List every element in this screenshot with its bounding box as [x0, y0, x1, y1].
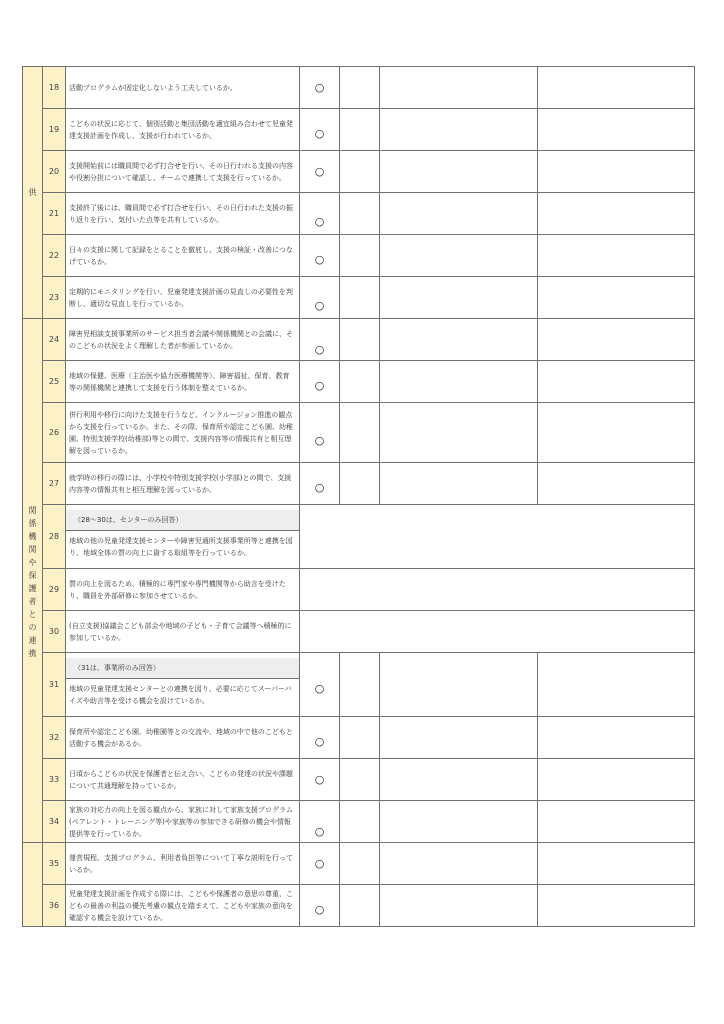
comment-cell[interactable]	[380, 361, 538, 403]
comment-cell[interactable]	[380, 67, 538, 109]
comment-cell[interactable]	[380, 463, 538, 505]
item-number: 28	[43, 505, 66, 569]
answer-mark[interactable]: ○	[300, 67, 340, 109]
item-number: 22	[43, 235, 66, 277]
table-row	[23, 361, 695, 403]
item-text-block	[66, 505, 300, 569]
comment-cell[interactable]	[380, 109, 538, 151]
improvement-cell[interactable]	[538, 109, 695, 151]
comment-cell[interactable]	[380, 319, 538, 361]
category-label	[23, 504, 42, 660]
answer-scope-note: （28～30は、センターのみ回答）	[66, 510, 299, 531]
category-cell-bottom	[23, 843, 43, 927]
item-text: 地域の他の児童発達支援センターや障害児通所支援事業所等と連携を図り、地域全体の質の向上に資する取組等を行っているか。	[69, 537, 293, 557]
answer-cell[interactable]	[340, 403, 380, 463]
category-char: や	[28, 557, 37, 567]
improvement-cell[interactable]	[538, 653, 695, 717]
item-text: 就学時の移行の際には、小学校や特別支援学校(小学部)との間で、支援内容等の情報共有と相互理解を図っているか。	[66, 463, 300, 505]
comment-cell[interactable]	[380, 193, 538, 235]
answer-mark[interactable]: ○	[300, 653, 340, 717]
comment-cell[interactable]	[380, 885, 538, 927]
merged-answer-cell	[300, 505, 695, 569]
category-char: 携	[28, 648, 37, 658]
category-cell-middle	[23, 319, 43, 843]
answer-mark[interactable]: ○	[300, 109, 340, 151]
answer-mark[interactable]: ○	[300, 885, 340, 927]
item-text: 併行利用や移行に向けた支援を行うなど、インクルージョン推進の観点から支援を行っているか。また、その際、保育所や認定こども園、幼稚園、特別支援学校(幼稚部)等との間で、支援内容等の情報共有と相互理解を図っているか。	[66, 403, 300, 463]
item-text: 運営規程、支援プログラム、利用者負担等について丁寧な説明を行っているか。	[66, 843, 300, 885]
table-row	[23, 277, 695, 319]
category-char: 機	[28, 531, 37, 541]
answer-mark[interactable]: ○	[300, 193, 340, 235]
answer-scope-note: （31は、事業所のみ回答）	[66, 658, 299, 679]
item-text: 日々の支援に関して記録をとることを徹底し、支援の検証・改善につなげているか。	[66, 235, 300, 277]
checklist-table	[22, 66, 695, 927]
category-char: 連	[28, 635, 37, 645]
table-row	[23, 653, 695, 717]
answer-cell[interactable]	[340, 235, 380, 277]
improvement-cell[interactable]	[538, 463, 695, 505]
comment-cell[interactable]	[380, 403, 538, 463]
answer-mark[interactable]: ○	[300, 403, 340, 463]
answer-mark[interactable]: ○	[300, 463, 340, 505]
comment-cell[interactable]	[380, 759, 538, 801]
item-number: 29	[43, 569, 66, 611]
answer-mark[interactable]: ○	[300, 361, 340, 403]
category-char: の	[28, 622, 37, 632]
comment-cell[interactable]	[380, 653, 538, 717]
comment-cell[interactable]	[380, 801, 538, 843]
item-number: 30	[43, 611, 66, 653]
item-number: 27	[43, 463, 66, 505]
improvement-cell[interactable]	[538, 193, 695, 235]
table-row	[23, 235, 695, 277]
table-row	[23, 505, 695, 569]
answer-mark[interactable]: ○	[300, 235, 340, 277]
improvement-cell[interactable]	[538, 235, 695, 277]
answer-cell[interactable]	[340, 759, 380, 801]
table-row	[23, 843, 695, 885]
item-text: (自立支援)協議会こども部会や地域の子ども・子育て会議等へ積極的に参加しているか。	[66, 611, 300, 653]
table-row	[23, 463, 695, 505]
answer-mark[interactable]: ○	[300, 151, 340, 193]
category-label: 供	[28, 188, 37, 197]
category-char: 係	[28, 518, 37, 528]
table-row	[23, 193, 695, 235]
category-char: 護	[28, 583, 37, 593]
answer-cell[interactable]	[340, 653, 380, 717]
answer-mark[interactable]: ○	[300, 717, 340, 759]
answer-mark[interactable]: ○	[300, 759, 340, 801]
improvement-cell[interactable]	[538, 885, 695, 927]
answer-cell[interactable]	[340, 843, 380, 885]
comment-cell[interactable]	[380, 151, 538, 193]
item-number: 21	[43, 193, 66, 235]
answer-cell[interactable]	[340, 193, 380, 235]
improvement-cell[interactable]	[538, 277, 695, 319]
improvement-cell[interactable]	[538, 319, 695, 361]
answer-mark[interactable]: ○	[300, 277, 340, 319]
improvement-cell[interactable]	[538, 403, 695, 463]
category-char: 者	[28, 596, 37, 606]
item-text: 児童発達支援計画を作成する際には、こどもや保護者の意思の尊重、こどもの最善の利益の優先考慮の観点を踏まえて、こどもや家族の意向を確認する機会を設けているか。	[66, 885, 300, 927]
item-text: 活動プログラムが固定化しないよう工夫しているか。	[66, 67, 300, 109]
answer-mark[interactable]: ○	[300, 319, 340, 361]
item-text: 地域の保健、医療（主治医や協力医療機関等）、障害福祉、保育、教育等の関係機関と連携して支援を行う体制を整えているか。	[66, 361, 300, 403]
answer-cell[interactable]	[340, 801, 380, 843]
item-number: 36	[43, 885, 66, 927]
table-row	[23, 403, 695, 463]
improvement-cell[interactable]	[538, 717, 695, 759]
item-number: 19	[43, 109, 66, 151]
comment-cell[interactable]	[380, 235, 538, 277]
answer-cell[interactable]	[340, 319, 380, 361]
item-text: 定期的にモニタリングを行い、児童発達支援計画の見直しの必要性を判断し、適切な見直しを行っているか。	[66, 277, 300, 319]
category-char: 保	[28, 570, 37, 580]
table-row	[23, 801, 695, 843]
merged-answer-cell	[300, 611, 695, 653]
table-row	[23, 319, 695, 361]
item-text: 支援開始前には職員間で必ず打合せを行い、その日行われる支援の内容や役割分担について確認し、チームで連携して支援を行っているか。	[66, 151, 300, 193]
answer-mark[interactable]: ○	[300, 801, 340, 843]
comment-cell[interactable]	[380, 717, 538, 759]
table-row	[23, 885, 695, 927]
table-row	[23, 67, 695, 109]
item-text-block	[66, 653, 300, 717]
category-char: と	[28, 609, 37, 619]
item-text: 質の向上を図るため、積極的に専門家や専門機関等から助言を受けたり、職員を外部研修に参加させているか。	[66, 569, 300, 611]
answer-cell[interactable]	[340, 361, 380, 403]
comment-cell[interactable]	[380, 843, 538, 885]
category-char: 関	[28, 505, 37, 515]
answer-cell[interactable]	[340, 463, 380, 505]
answer-cell[interactable]	[340, 67, 380, 109]
item-number: 18	[43, 67, 66, 109]
table-row	[23, 611, 695, 653]
table-row	[23, 151, 695, 193]
table-row	[23, 717, 695, 759]
item-number: 20	[43, 151, 66, 193]
answer-cell[interactable]	[340, 151, 380, 193]
item-number: 34	[43, 801, 66, 843]
item-number: 33	[43, 759, 66, 801]
item-text: こどもの状況に応じて、個別活動と集団活動を適宜組み合わせて児童発達支援計画を作成し、支援が行われているか。	[66, 109, 300, 151]
item-number: 24	[43, 319, 66, 361]
comment-cell[interactable]	[380, 277, 538, 319]
merged-answer-cell	[300, 569, 695, 611]
answer-cell[interactable]	[340, 717, 380, 759]
item-text: 家族の対応力の向上を図る観点から、家族に対して家族支援プログラム(ペアレント・トレーニング等)や家族等の参加できる研修の機会や情報提供等を行っているか。	[66, 801, 300, 843]
item-number: 31	[43, 653, 66, 717]
item-number: 26	[43, 403, 66, 463]
improvement-cell[interactable]	[538, 801, 695, 843]
item-number: 35	[43, 843, 66, 885]
improvement-cell[interactable]	[538, 67, 695, 109]
item-number: 23	[43, 277, 66, 319]
table-row	[23, 759, 695, 801]
improvement-cell[interactable]	[538, 151, 695, 193]
item-text: 障害児相談支援事業所のサービス担当者会議や関係機関との会議に、そのこどもの状況をよく理解した者が参画しているか。	[66, 319, 300, 361]
improvement-cell[interactable]	[538, 759, 695, 801]
item-text: 日頃からこどもの状況を保護者と伝え合い、こどもの発達の状況や課題について共通理解を持っているか。	[66, 759, 300, 801]
item-number: 32	[43, 717, 66, 759]
item-text: 支援終了後には、職員間で必ず打合せを行い、その日行われた支援の振り返りを行い、気付いた点等を共有しているか。	[66, 193, 300, 235]
table-row	[23, 569, 695, 611]
category-char: 関	[28, 544, 37, 554]
category-cell-top	[23, 67, 43, 319]
table-row	[23, 109, 695, 151]
answer-cell[interactable]	[340, 277, 380, 319]
improvement-cell[interactable]	[538, 843, 695, 885]
item-text: 地域の児童発達支援センターとの連携を図り、必要に応じてスーパーバイズや助言等を受ける機会を設けているか。	[69, 685, 292, 705]
improvement-cell[interactable]	[538, 361, 695, 403]
answer-mark[interactable]: ○	[300, 843, 340, 885]
item-number: 25	[43, 361, 66, 403]
answer-cell[interactable]	[340, 885, 380, 927]
answer-cell[interactable]	[340, 109, 380, 151]
item-text: 保育所や認定こども園、幼稚園等との交流や、地域の中で他のこどもと活動する機会があるか。	[66, 717, 300, 759]
